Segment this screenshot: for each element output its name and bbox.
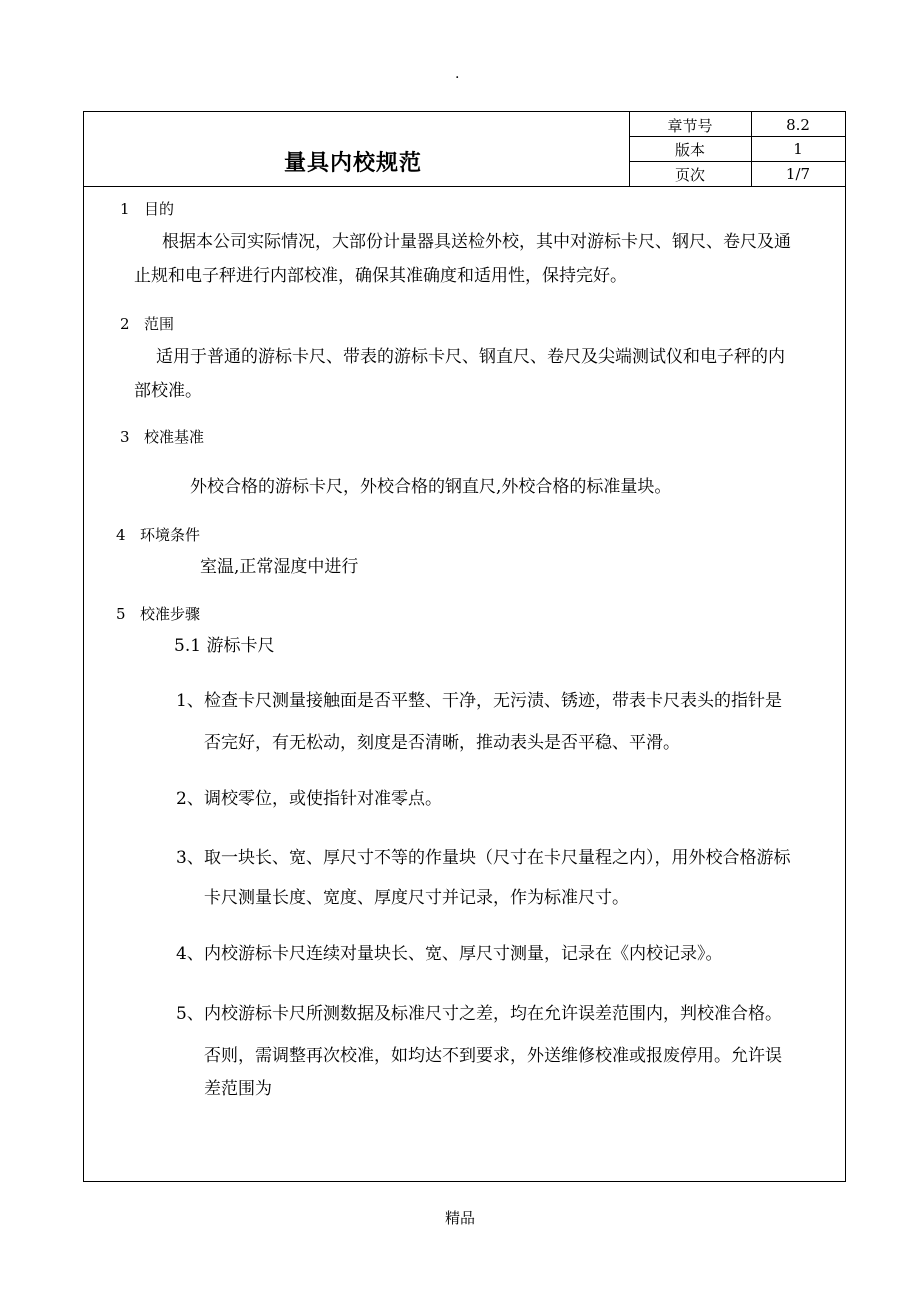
meta-value-page: 1/7 — [785, 165, 811, 183]
section-heading — [120, 198, 174, 219]
section-number: 4 — [116, 526, 126, 544]
meta-row-divider-2 — [629, 161, 845, 162]
meta-value-section: 8.2 — [786, 116, 810, 134]
section-text-line: 适用于普通的游标卡尺、带表的游标卡尺、钢直尺、卷尺及尖端测试仪和电子秤的内 — [156, 347, 785, 367]
section-title: 范围 — [144, 315, 175, 333]
section-title: 目的 — [144, 200, 175, 218]
step-text-line: 差范围为 — [204, 1079, 272, 1099]
step-text-line: 否则，需调整再次校准，如均达不到要求，外送维修校准或报废停用。允许误 — [204, 1046, 782, 1066]
document-title: 量具内校规范 — [284, 150, 423, 176]
section-number: 5 — [116, 605, 126, 623]
section-text-line: 室温,正常湿度中进行 — [200, 557, 359, 577]
section-text-line: 外校合格的游标卡尺，外校合格的钢直尺,外校合格的标准量块。 — [190, 477, 672, 497]
step-text-line: 内校游标卡尺所测数据及标准尺寸之差，均在允许误差范围内，判校准合格。 — [204, 1004, 782, 1024]
section-title: 校准基准 — [144, 428, 205, 446]
step-text-line: 否完好，有无松动，刻度是否清晰，推动表头是否平稳、平滑。 — [204, 733, 680, 753]
section-number: 1 — [120, 200, 130, 218]
step-text-line: 检查卡尺测量接触面是否平整、干净，无污渍、锈迹，带表卡尺表头的指针是 — [204, 691, 782, 711]
step-index: 2、 — [176, 789, 204, 809]
section-heading — [120, 426, 204, 447]
meta-label-version: 版本 — [674, 141, 705, 159]
top-mark: . — [455, 66, 460, 82]
meta-label-page: 页次 — [674, 166, 705, 184]
section-text-line: 止规和电子秤进行内部校准，确保其准确度和适用性，保持完好。 — [134, 266, 627, 286]
section-number: 2 — [120, 315, 130, 333]
section-text-line: 根据本公司实际情况，大部份计量器具送检外校，其中对游标卡尺、钢尺、卷尺及通 — [162, 232, 791, 252]
step-index: 1、 — [176, 691, 204, 711]
page-footer: 精品 — [444, 1209, 475, 1227]
step-index: 5、 — [176, 1004, 204, 1024]
meta-row-divider-1 — [629, 136, 845, 137]
section-number: 3 — [120, 428, 130, 446]
section-heading — [116, 603, 200, 624]
section-heading — [120, 313, 174, 334]
section-title: 校准步骤 — [140, 605, 201, 623]
section-heading — [116, 524, 200, 545]
step-index: 3、 — [176, 848, 204, 868]
meta-label-section: 章节号 — [667, 117, 713, 135]
meta-value-version: 1 — [793, 140, 803, 158]
header-divider — [84, 186, 845, 187]
step-text-line: 卡尺测量长度、宽度、厚度尺寸并记录，作为标准尺寸。 — [204, 888, 629, 908]
section-text-line: 部校准。 — [134, 381, 202, 401]
step-index: 4、 — [176, 944, 204, 964]
document-frame — [83, 111, 846, 1182]
subsection-title: 5.1 游标卡尺 — [174, 636, 275, 656]
step-text-line: 内校游标卡尺连续对量块长、宽、厚尺寸测量，记录在《内校记录》。 — [204, 944, 723, 964]
step-text-line: 取一块长、宽、厚尺寸不等的作量块（尺寸在卡尺量程之内），用外校合格游标 — [204, 848, 791, 868]
section-title: 环境条件 — [140, 526, 201, 544]
step-text-line: 调校零位，或使指针对准零点。 — [204, 789, 442, 809]
